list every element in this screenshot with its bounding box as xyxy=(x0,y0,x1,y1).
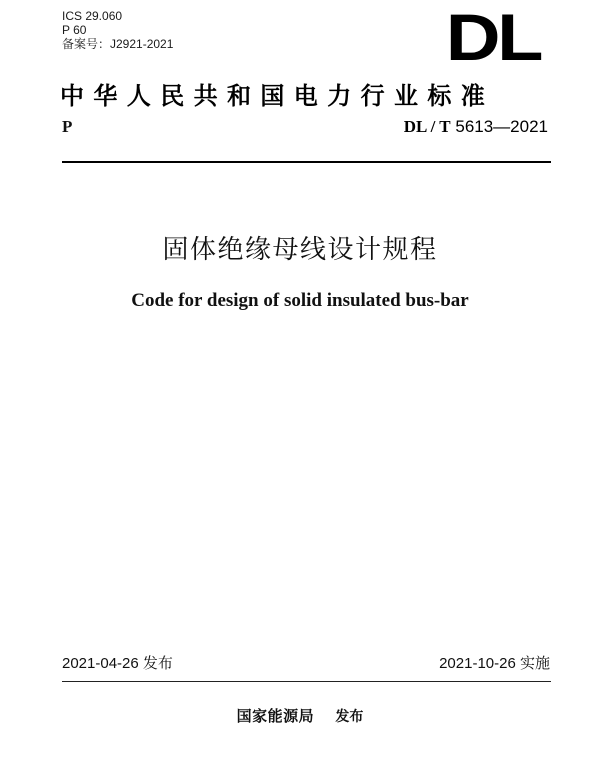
header-divider xyxy=(62,161,551,163)
implementation-date: 2021-10-26 实施 xyxy=(439,655,550,672)
classification-letter: P xyxy=(62,117,73,136)
standard-number xyxy=(404,116,548,138)
issue-date: 2021-04-26 发布 xyxy=(62,655,173,672)
ics-code: ICS 29.060 xyxy=(62,9,123,23)
issuer-action: 发布 xyxy=(335,709,364,725)
standard-category: 中华人民共和国电力行业标准 xyxy=(60,81,495,110)
issuer xyxy=(0,706,600,727)
standard-number-value: 5613—2021 xyxy=(455,117,548,136)
filing-number: 备案号：J2921-2021 xyxy=(62,37,174,51)
ccs-code: P 60 xyxy=(62,23,87,37)
footer-divider xyxy=(62,681,551,682)
document-title-chinese: 固体绝缘母线设计规程 xyxy=(162,235,438,265)
standard-number-prefix: DL / T xyxy=(403,117,451,136)
dl-logo: DL xyxy=(445,0,540,74)
document-title-english: Code for design of solid insulated bus-bar xyxy=(131,290,469,311)
issuer-org: 国家能源局 xyxy=(236,707,315,725)
